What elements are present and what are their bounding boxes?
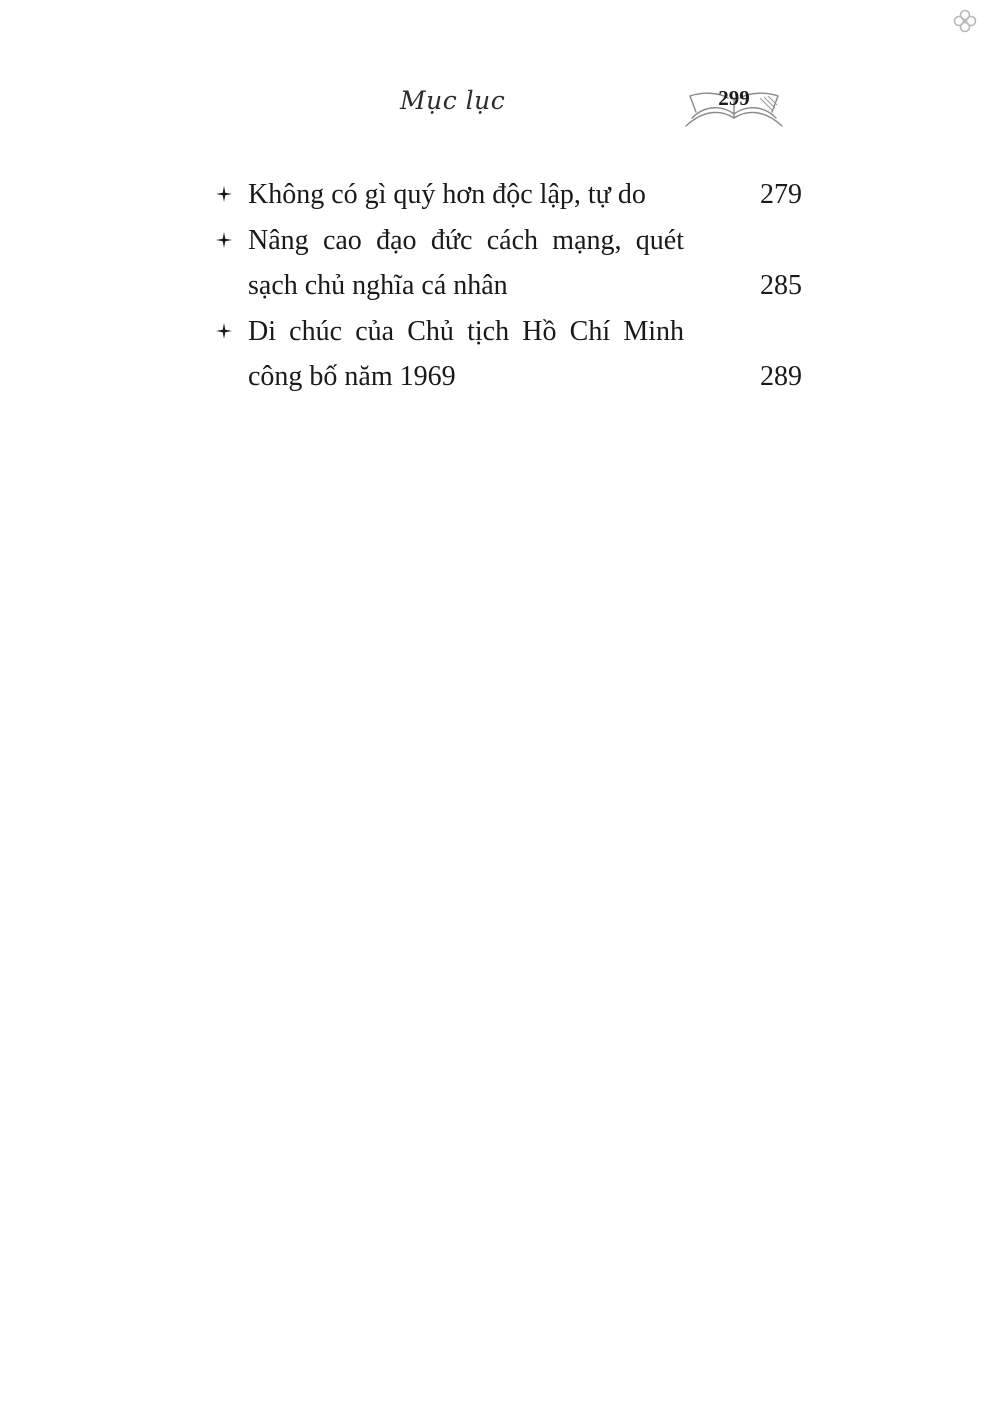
four-point-star-bullet-icon (216, 323, 232, 339)
four-point-star-bullet-icon (216, 186, 232, 202)
toc-entry-title: Nâng cao đạo đức cách mạng, quét (248, 224, 684, 256)
toc-line (212, 263, 802, 309)
toc-line (212, 354, 802, 400)
toc-line (212, 218, 802, 264)
page-number: 299 (718, 86, 750, 110)
four-point-star-bullet-icon (216, 232, 232, 248)
toc-entry-title: Không có gì quý hơn độc lập, tự do (248, 179, 646, 210)
toc-entry-title-continued: sạch chủ nghĩa cá nhân (248, 270, 508, 301)
toc-entry (212, 172, 802, 218)
toc-entry-page: 279 (760, 179, 802, 210)
toc-entry-title-continued: công bố năm 1969 (248, 361, 456, 392)
toc-entry-page: 289 (760, 361, 802, 392)
toc-entry-title: Di chúc của Chủ tịch Hồ Chí Minh (248, 315, 684, 347)
table-of-contents (212, 172, 802, 400)
flower-icon (952, 8, 978, 34)
toc-line (212, 309, 802, 355)
toc-entry (212, 218, 802, 309)
toc-line (212, 172, 802, 218)
toc-entry (212, 309, 802, 400)
toc-entry-page: 285 (760, 270, 802, 301)
running-title: Mục lục (400, 86, 506, 115)
